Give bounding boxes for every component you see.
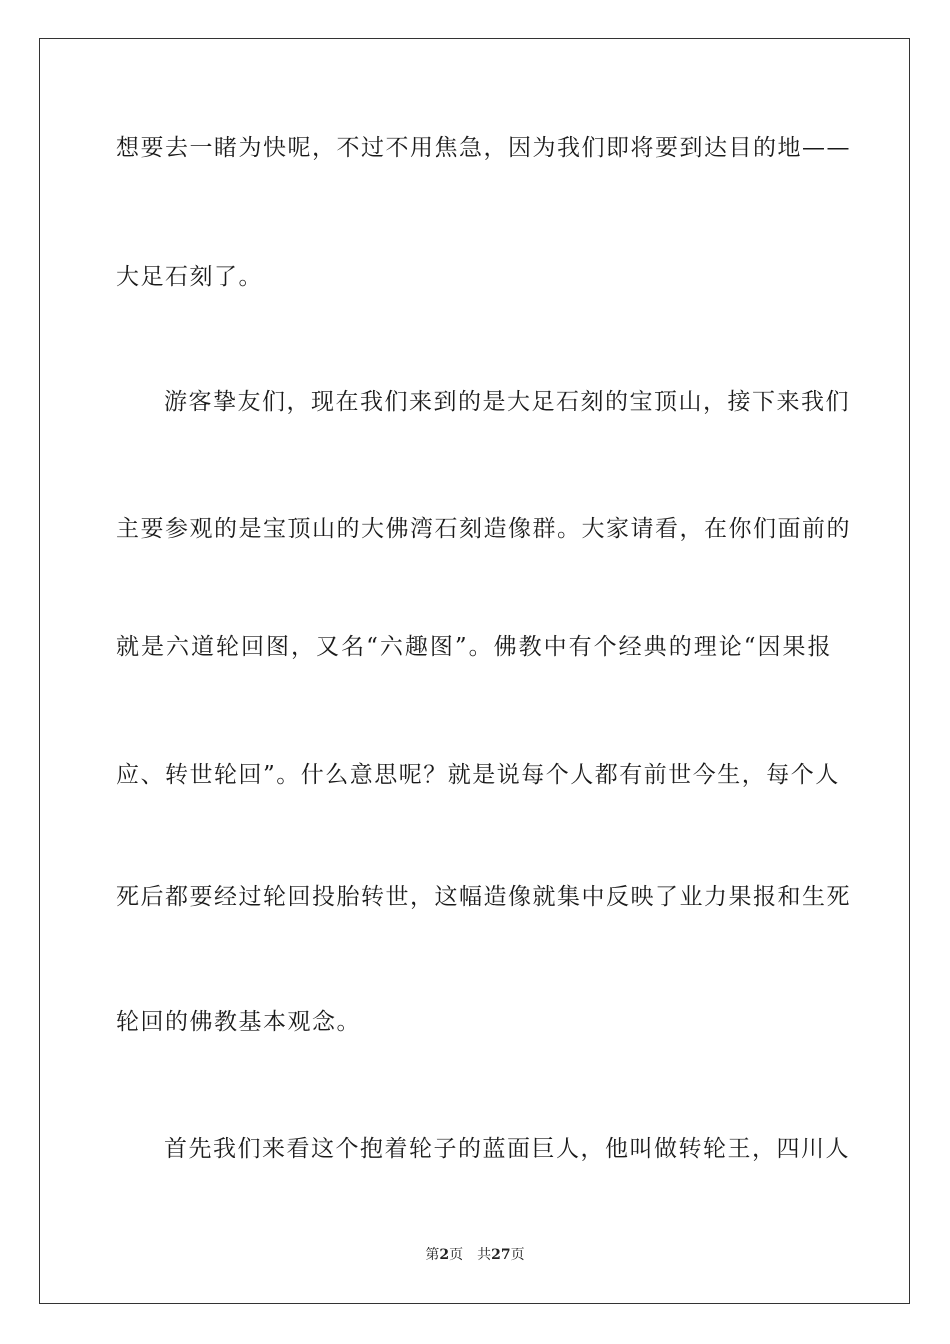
- paragraph-first-line: 游客挚友们，现在我们来到的是大足石刻的宝顶山，接下来我们: [164, 389, 850, 415]
- body-text-line: 死后都要经过轮回投胎转世，这幅造像就集中反映了业力果报和生死: [116, 884, 851, 910]
- page-frame: [39, 38, 910, 1304]
- page-number: 2: [439, 1247, 450, 1263]
- total-pages: 27: [491, 1247, 511, 1263]
- paragraph-first-line: 首先我们来看这个抱着轮子的蓝面巨人，他叫做转轮王，四川人: [164, 1136, 850, 1162]
- total-prefix: 共: [477, 1247, 492, 1263]
- page-prefix: 第: [425, 1247, 440, 1263]
- page-footer: [0, 1246, 950, 1264]
- total-suffix: 页: [510, 1247, 525, 1263]
- body-text-line: 主要参观的是宝顶山的大佛湾石刻造像群。大家请看，在你们面前的: [116, 516, 851, 542]
- body-text-line: 轮回的佛教基本观念。: [116, 1009, 361, 1035]
- page-suffix: 页: [449, 1247, 464, 1263]
- body-text-line: 大足石刻了。: [116, 264, 263, 290]
- body-text-line: 应、转世轮回”。什么意思呢？就是说每个人都有前世今生，每个人: [116, 762, 840, 788]
- body-text-line: 想要去一睹为快呢，不过不用焦急，因为我们即将要到达目的地——: [116, 135, 851, 161]
- body-text-line: 就是六道轮回图，又名“六趣图”。佛教中有个经典的理论“因果报: [116, 634, 832, 660]
